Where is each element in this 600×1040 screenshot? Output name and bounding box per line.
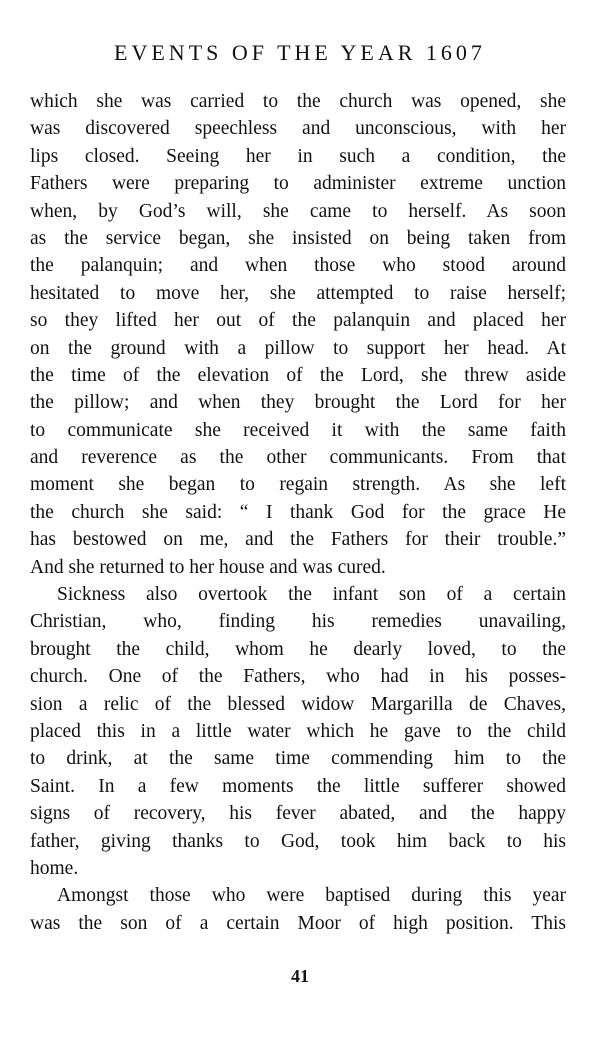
text-line: father, giving thanks to God, took him back to his (30, 830, 566, 852)
running-head: EVENTS OF THE YEAR 1607 (114, 40, 486, 65)
text-line: the church she said: “ I thank God for the grace He (30, 501, 566, 523)
text-line: placed this in a little water which he gave to the child (30, 720, 566, 742)
text-line: on the ground with a pillow to support her head. At (30, 337, 566, 359)
text-line: home. (30, 857, 79, 879)
paragraph (30, 882, 566, 937)
text-line: to communicate she received it with the same faith (30, 419, 566, 441)
text-line: the palanquin; and when those who stood around (30, 255, 566, 277)
body-text (30, 88, 566, 937)
text-line: Christian, who, finding his remedies unavailing, (30, 611, 566, 633)
text-line: as the service began, she insisted on being taken from (30, 227, 566, 249)
text-line: the time of the elevation of the Lord, she threw aside (30, 364, 566, 386)
text-line: which she was carried to the church was opened, she (30, 91, 566, 112)
text-line: Sickness also overtook the infant son of a certain (57, 584, 566, 606)
text-line: signs of recovery, his fever abated, and the happy (30, 803, 566, 825)
text-line: lips closed. Seeing her in such a condition, the (30, 145, 566, 167)
paragraph (30, 581, 566, 882)
text-line: Fathers were preparing to administer extreme unction (30, 173, 566, 195)
text-line: was the son of a certain Moor of high position. This (30, 912, 566, 934)
text-line: moment she began to regain strength. As she left (30, 474, 566, 496)
text-line: sion a relic of the blessed widow Margarilla de Chaves, (30, 693, 566, 715)
text-line: And she returned to her house and was cured. (30, 556, 386, 578)
text-line: Amongst those who were baptised during this year (57, 885, 566, 907)
text-line: was discovered speechless and unconscious, with her (30, 118, 566, 140)
text-line: the pillow; and when they brought the Lord for her (30, 392, 566, 414)
text-line: brought the child, whom he dearly loved, to the (30, 638, 566, 660)
text-line: to drink, at the same time commending him to the (30, 748, 566, 770)
text-line: hesitated to move her, she attempted to raise herself; (30, 282, 566, 304)
text-line: Saint. In a few moments the little sufferer showed (30, 775, 566, 797)
text-line: so they lifted her out of the palanquin and placed her (30, 310, 566, 332)
paragraph (30, 88, 566, 581)
page-number: 41 (291, 966, 309, 986)
text-line: has bestowed on me, and the Fathers for their trouble.” (30, 529, 566, 551)
text-line: church. One of the Fathers, who had in his posses- (30, 666, 566, 688)
text-line: and reverence as the other communicants. From that (30, 447, 566, 469)
text-line: when, by God’s will, she came to herself. As soon (30, 200, 566, 222)
